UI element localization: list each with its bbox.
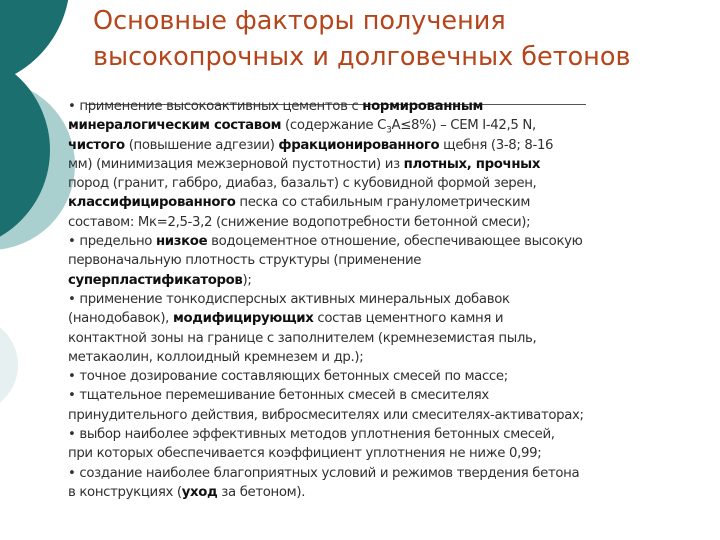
- title-line-1: Основные факторы получения: [93, 6, 506, 36]
- text-line: [68, 290, 718, 309]
- text-line: [68, 406, 718, 425]
- bold-text: модифицирующих: [172, 311, 314, 327]
- text-line: [68, 251, 718, 270]
- bold-text: низкое: [155, 234, 208, 250]
- text-segment: метакаолин, коллоидный кремнезем и др.);: [68, 349, 364, 365]
- text-line: [68, 367, 718, 386]
- bold-text: классифицированного: [68, 195, 236, 211]
- text-segment: щебня (3-8; 8-16: [439, 137, 554, 153]
- slide-title: [93, 3, 713, 75]
- text-line: [68, 348, 718, 367]
- text-segment: (нанодобавок),: [68, 311, 173, 327]
- text-segment: водоцементное отношение, обеспечивающее высокую: [207, 234, 583, 250]
- text-segment: А≤8%) – CEM I-42,5 N,: [391, 118, 536, 134]
- text-segment: (содержание С: [281, 118, 387, 134]
- text-segment: первоначальную плотность структуры (применение: [68, 253, 422, 269]
- text-segment: в конструкциях (: [68, 484, 182, 500]
- bold-text: фракционированного: [278, 137, 440, 153]
- text-segment: принудительного действия, вибросмесителях или смесителях-активаторах;: [68, 407, 584, 423]
- text-line: [68, 271, 718, 290]
- bold-text: уход: [181, 484, 218, 500]
- text-line: [68, 309, 718, 328]
- text-segment: песка со стабильным гранулометрическим: [235, 195, 531, 211]
- text-segment: за бетоном).: [217, 484, 306, 500]
- bold-text: суперпластификаторов: [68, 272, 243, 288]
- text-segment: • тщательное перемешивание бетонных смесей в смесителях: [68, 388, 489, 404]
- bold-text: нормированным: [362, 99, 484, 114]
- text-segment: 3: [386, 125, 392, 136]
- text-segment: • выбор наиболее эффективных методов уплотнения бетонных смесей,: [68, 427, 555, 443]
- bold-text: плотных, прочных: [403, 156, 541, 172]
- text-segment: состав цементного камня и: [313, 311, 504, 327]
- text-segment: пород (гранит, габбро, диабаз, базальт) с кубовидной формой зерен,: [68, 176, 537, 192]
- title-line-2: высокопрочных и долговечных бетонов: [93, 42, 631, 72]
- text-segment: • точное дозирование составляющих бетонных смесей по массе;: [68, 369, 508, 385]
- text-segment: (повышение адгезии): [124, 137, 279, 153]
- text-line: [68, 232, 718, 251]
- bullet-list: [68, 97, 718, 502]
- bold-text: чистого: [68, 137, 125, 153]
- bold-text: минералогическим составом: [68, 118, 282, 134]
- text-line: [68, 425, 718, 444]
- text-line: [68, 483, 718, 502]
- text-line: [68, 329, 718, 348]
- text-segment: при которых обеспечивается коэффициент уплотнения не ниже 0,99;: [68, 446, 542, 462]
- text-segment: мм) (минимизация межзерновой пустотности) из: [68, 156, 404, 172]
- text-line: [68, 116, 718, 135]
- text-line: [68, 174, 718, 193]
- text-line: [68, 464, 718, 483]
- text-segment: • предельно: [68, 234, 156, 250]
- pale-circle-bottom: [0, 317, 18, 413]
- text-segment: );: [242, 272, 252, 288]
- text-line: [68, 386, 718, 405]
- text-line: [68, 213, 718, 232]
- text-segment: • создание наиболее благоприятных условий и режимов твердения бетона: [68, 465, 580, 481]
- text-line: [68, 97, 718, 116]
- text-line: [68, 193, 718, 212]
- text-segment: контактной зоны на границе с заполнителем (кремнеземистая пыль,: [68, 330, 537, 346]
- text-segment: составом: Мк=2,5-3,2 (снижение водопотребности бетонной смеси);: [68, 214, 531, 230]
- text-line: [68, 136, 718, 155]
- text-segment: • применение тонкодисперсных активных минеральных добавок: [68, 291, 510, 307]
- text-line: [68, 444, 718, 463]
- text-segment: • применение высокоактивных цементов с: [68, 99, 363, 114]
- text-line: [68, 155, 718, 174]
